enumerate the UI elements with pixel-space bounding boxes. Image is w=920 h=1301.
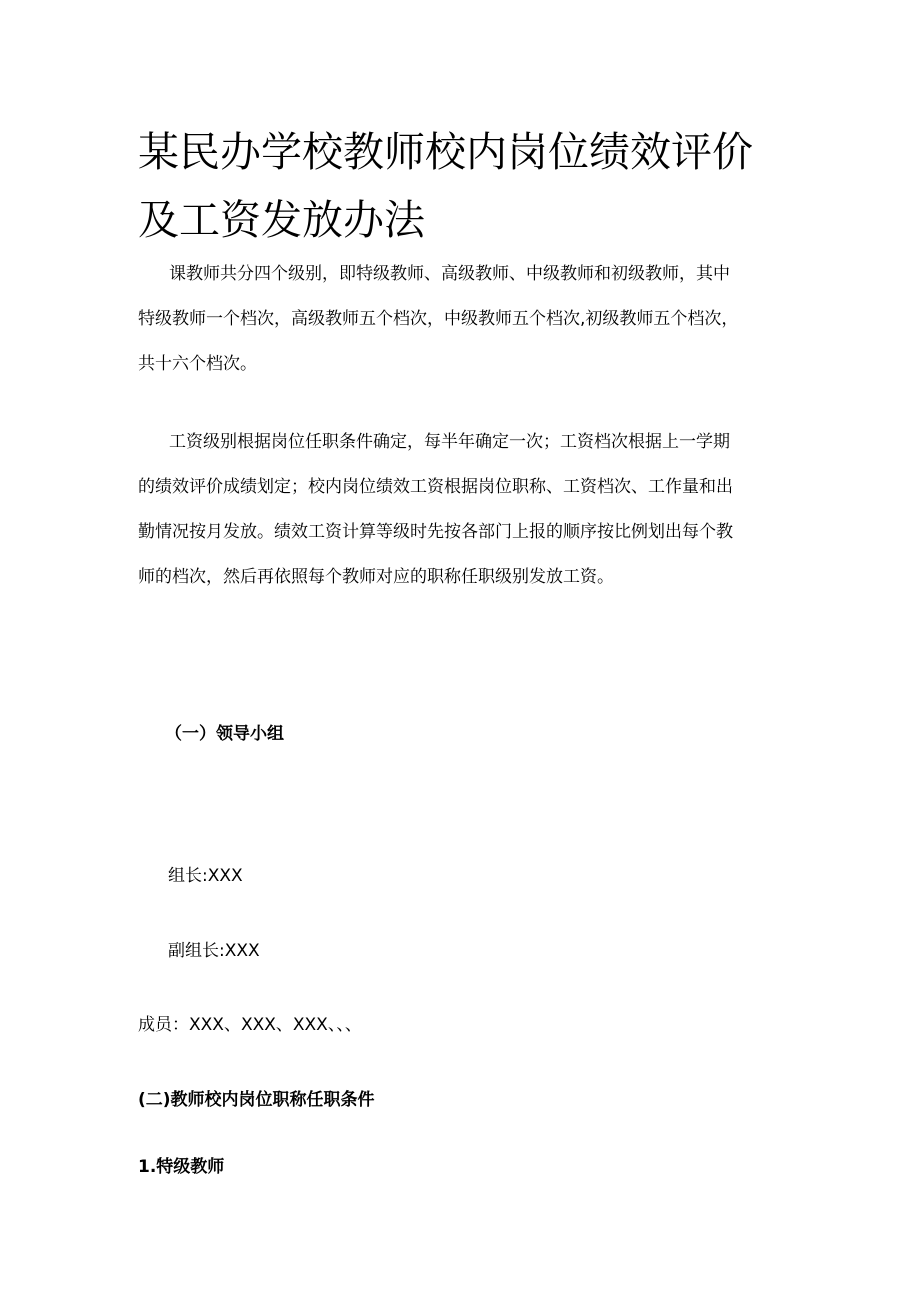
paragraph-level-overview <box>138 252 798 387</box>
members-line: 成员：XXX、XXX、XXX、、、 <box>138 1015 362 1035</box>
title-line: 某民办学校教师校内岗位绩效评价 <box>138 128 753 176</box>
paragraph-line: 的绩效评价成绩划定；校内岗位绩效工资根据岗位职称、工资档次、工作量和出 <box>138 477 733 497</box>
title-line: 及工资发放办法 <box>138 196 425 244</box>
section-heading-leadership: （一）领导小组 <box>165 724 284 744</box>
leader-line: 组长:XXX <box>168 866 243 886</box>
paragraph-line: 勤情况按月发放。绩效工资计算等级时先按各部门上报的顺序按比例划出每个教 <box>138 522 733 542</box>
item-heading-special-teacher: 1.特级教师 <box>138 1157 225 1177</box>
paragraph-line: 课教师共分四个级别，即特级教师、高级教师、中级教师和初级教师，其中 <box>169 264 730 284</box>
paragraph-line: 共十六个档次。 <box>138 354 257 374</box>
paragraph-line: 特级教师一个档次，高级教师五个档次，中级教师五个档次,初级教师五个档次， <box>138 309 739 329</box>
document-title <box>138 118 788 254</box>
vice-leader-line: 副组长:XXX <box>168 941 260 961</box>
paragraph-line: 工资级别根据岗位任职条件确定，每半年确定一次；工资档次根据上一学期 <box>169 432 730 452</box>
paragraph-salary-rules <box>138 420 798 600</box>
section-heading-conditions: (二)教师校内岗位职称任职条件 <box>138 1090 375 1110</box>
paragraph-line: 师的档次，然后再依照每个教师对应的职称任职级别发放工资。 <box>138 567 614 587</box>
